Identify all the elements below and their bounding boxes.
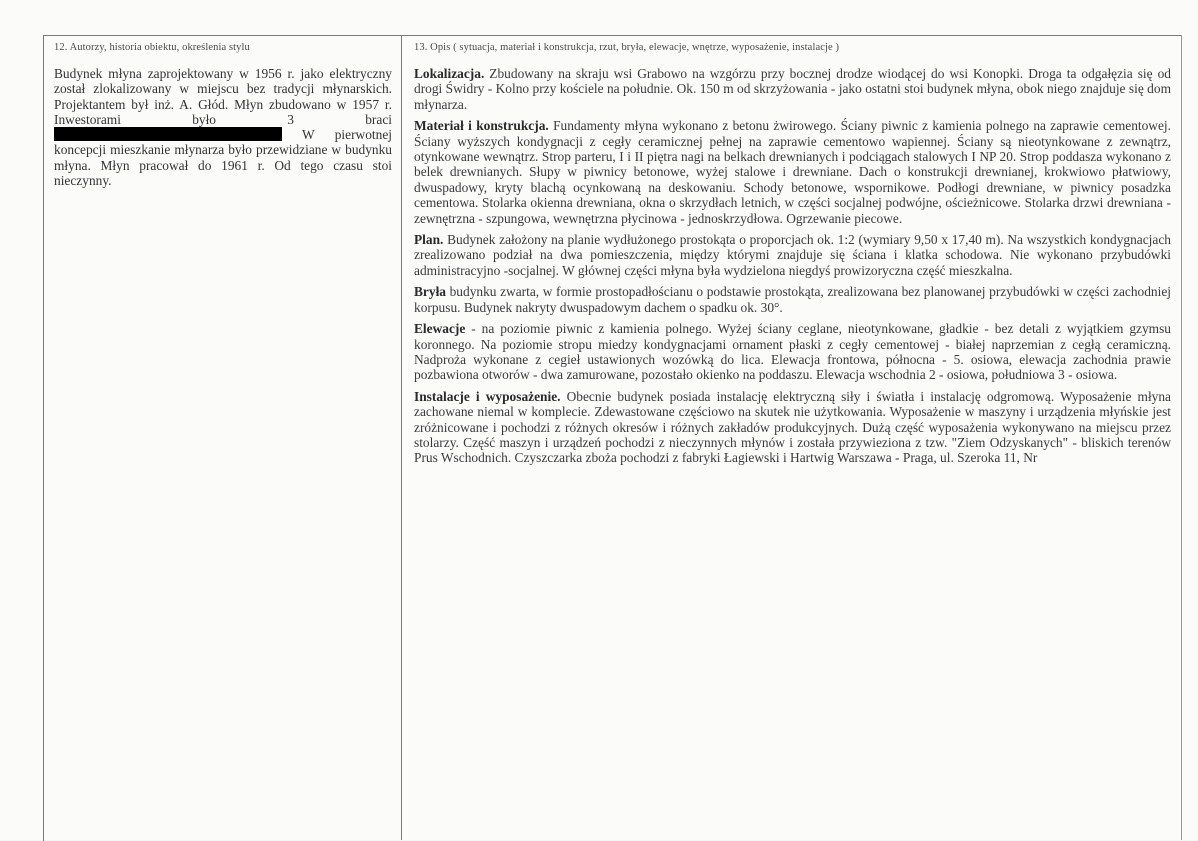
- paragraph-text: budynku zwarta, w formie prostopadłościanu o podstawie prostokąta, zrealizowana bez planowanej przybudówki w części zachodniej korpusu. Budynek nakryty dwuspadowym dachem o spadku ok. 30°.: [414, 284, 1171, 315]
- paragraph-text: Budynek założony na planie wydłużonego prostokąta o proporcjach ok. 1:2 (wymiary 9,50 x 17,40 m). Na wszystkich kondygnacjach zrealizowano podział na dwa pomieszczenia, między którymi znajduje się ściana i klatka schodowa. Nie wykonano przybudówki administracyjno -socjalnej. W głównej części młyna była wydzielona niegdyś prowizoryczna część mieszkalna.: [414, 232, 1171, 278]
- column-divider: [401, 35, 402, 840]
- paragraph-installations: [414, 389, 1171, 466]
- paragraph-text: - na poziomie piwnic z kamienia polnego. Wyżej ściany ceglane, nieotynkowane, gładkie - bez detali z wyjątkiem gzymsu koronnego. Na poziomie stropu miedzy kondygnacjami ornament płaski z cegły cementowej - białej naprzemian z cegłą ceramiczną. Nadproża wykonane z cegieł ustawionych wozówką do lica. Elewacja frontowa, północna - 5. osiowa, elewacja zachodnia prawie pozbawiona otworów - dwa zamurowane, pozostało okienko na poddaszu. Elewacja wschodnia 2 - osiowa, południowa 3 - osiowa.: [414, 321, 1171, 383]
- paragraph-heading: Bryła: [414, 284, 446, 300]
- paragraph-heading: Materiał i konstrukcja.: [414, 118, 549, 134]
- right-border: [1181, 35, 1182, 840]
- history-field-title: 12. Autorzy, historia obiektu, określenia stylu: [54, 42, 250, 53]
- history-text-part-2: W pierwotnej koncepcji mieszkanie młynarza było przewidziane w budynku młyna. Młyn pracował do 1961 r. Od tego czasu stoi nieczynny.: [54, 127, 392, 189]
- paragraph-heading: Elewacje: [414, 321, 466, 337]
- paragraph-heading: Lokalizacja.: [414, 66, 485, 81]
- paragraph-text: Obecnie budynek posiada instalację elektryczną siły i światła i instalację odgromową. Wyposażenie młyna zachowane niemal w komplecie. Zdewastowane częściowo na skutek nie użytkowania. Wyposażenie w maszyny i urządzenia młyńskie jest zróżnicowane i pochodzi z różnych okresów i różnych zakładów produkcyjnych. Dużą część wyposażenia wykonywano na miejscu przez stolarzy. Część maszyn i urządzeń pochodzi z nieczynnych młynów i została przywieziona z tzw. "Ziem Odzyskanych" - bliskich terenów Prus Wschodnich. Czyszczarka zboża pochodzi z fabryki Łagiewski i Hartwig Warszawa - Praga, ul. Szeroka 11, Nr: [414, 388, 1171, 466]
- paragraph-heading: Instalacje i wyposażenie.: [414, 388, 561, 404]
- paragraph-location: [414, 66, 1171, 112]
- paragraph-text: Fundamenty młyna wykonano z betonu żwirowego. Ściany piwnic z kamienia polnego na zaprawie cementowej. Ściany wyższych kondygnacji z cegły ceramicznej pełnej na zaprawie cementowo wapiennej. Ściany są nieotynkowane z zewnątrz, otynkowane wewnątrz. Strop parteru, I i II piętra nagi na belkach drewnianych i podciągach stalowych I NP 20. Strop poddasza wykonano z belek drewnianych. Słupy w piwnicy betonowe, wyżej stalowe i drewniane. Dach o konstrukcji drewnianej, krokwiowo płatwiowy, dwuspadowy, kryty blachą ocynkowaną na deskowaniu. Schody betonowe, wspornikowe. Podłogi drewniane, w piwnicy posadzka cementowa. Stolarka okienna drewniana, okna o skrzydłach letnich, w części socjalnej podwójne, ościeżnicowe. Stolarka drzwi drewniana - zewnętrzna - szpungowa, wewnętrzna płycinowa - jednoskrzydłowa. Ogrzewanie piecowe.: [414, 118, 1171, 226]
- history-column: [54, 42, 392, 188]
- paragraph-heading: Plan.: [414, 232, 444, 248]
- redaction-bar: [54, 127, 282, 141]
- history-text: [54, 66, 392, 188]
- paragraph-plan: [414, 232, 1171, 278]
- paragraph-elevations: [414, 321, 1171, 383]
- paragraph-text: Zbudowany na skraju wsi Grabowo na wzgórzu przy bocznej drodze wiodącej do wsi Konopki. Droga ta odgałęzia się od drogi Świdry - Kolno przy kościele na południe. Ok. 150 m od skrzyżowania - jako ostatni stoi budynek młyna, obok niego znajduje się dom młynarza.: [414, 66, 1171, 112]
- paragraph-material: [414, 118, 1171, 226]
- description-field-title: 13. Opis ( sytuacja, materiał i konstrukcja, rzut, bryła, elewacje, wnętrze, wyposażenie, instalacje ): [414, 42, 840, 53]
- description-column: [414, 42, 1171, 472]
- paragraph-massing: [414, 284, 1171, 315]
- history-text-part-1: Budynek młyna zaprojektowany w 1956 r. jako elektryczny został zlokalizowany w miejscu bez tradycji młynarskich. Projektantem był inż. A. Głód. Młyn zbudowano w 1957 r. Inwestorami było 3 braci: [54, 66, 392, 127]
